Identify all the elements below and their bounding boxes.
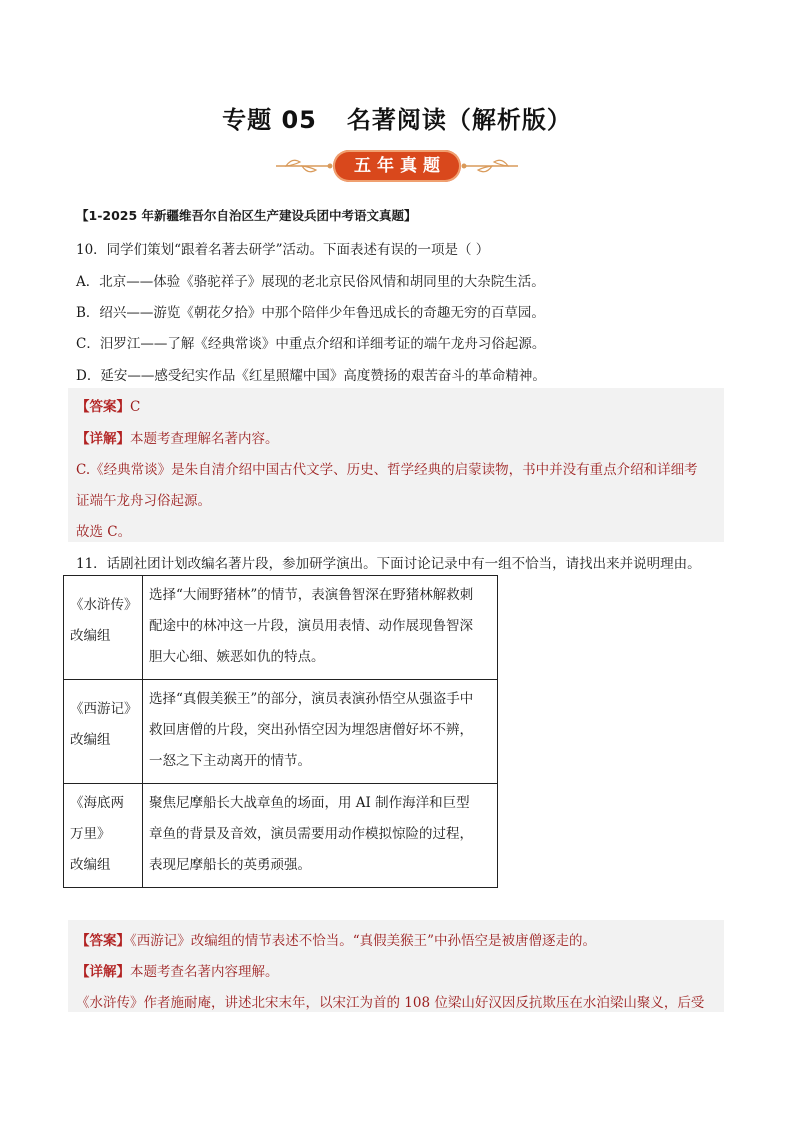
explain-11-line1: 《水浒传》作者施耐庵，讲述北宋末年，以宋江为首的 108 位梁山好汉因反抗欺压在水泊梁山聚义，后受: [76, 995, 705, 1011]
group-name: 《水浒传》 改编组: [64, 576, 143, 680]
section-banner: [272, 148, 522, 184]
detail-text: 本题考查理解名著内容。: [130, 431, 279, 447]
answer-11: [76, 929, 596, 949]
explain-10-line1: C.《经典常谈》是朱自清介绍中国古代文学、历史、哲学经典的启蒙读物，书中并没有重点介绍和详细考: [76, 462, 698, 478]
detail-10: [76, 427, 279, 447]
title-topic-number: 专题 05: [222, 106, 317, 134]
group-name: 《西游记》 改编组: [64, 680, 143, 784]
question-11-stem: 11．话剧社团计划改编名著片段，参加研学演出。下面讨论记录中有一组不恰当，请找出来并说明理由。: [76, 556, 701, 572]
table-row: [64, 784, 498, 888]
option-d: D．延安——感受纪实作品《红星照耀中国》高度赞扬的艰苦奋斗的革命精神。: [76, 368, 546, 384]
page-title: [0, 100, 794, 135]
answer-tag: 【答案】: [76, 933, 130, 949]
group-name: 《海底两 万里》 改编组: [64, 784, 143, 888]
table-row: [64, 576, 498, 680]
title-topic-name: 名著阅读（解析版）: [346, 106, 572, 134]
group-description: 聚焦尼摩船长大战章鱼的场面，用 AI 制作海洋和巨型 章鱼的背景及音效，演员需要用动作模拟惊险的过程， 表现尼摩船长的英勇顽强。: [143, 784, 498, 888]
conclusion-10: 故选 C。: [76, 524, 132, 540]
group-description: 选择“大闹野猪林”的情节，表演鲁智深在野猪林解救刺 配途中的林冲这一片段，演员用表情、动作展现鲁智深 胆大心细、嫉恶如仇的特点。: [143, 576, 498, 680]
answer-tag: 【答案】: [76, 399, 130, 415]
detail-text: 本题考查名著内容理解。: [130, 964, 279, 980]
detail-tag: 【详解】: [76, 431, 130, 447]
answer-10: [76, 395, 140, 415]
question-10-stem: 10．同学们策划“跟着名著去研学”活动。下面表述有误的一项是（ ）: [76, 242, 490, 258]
answer-value: 《西游记》改编组的情节表述不恰当。“真假美猴王”中孙悟空是被唐僧逐走的。: [130, 933, 597, 949]
answer-value: C: [130, 399, 141, 415]
detail-11: [76, 960, 279, 980]
discussion-table: [63, 575, 498, 888]
banner-label: 五年真题: [333, 150, 461, 182]
group-description: 选择“真假美猴王”的部分，演员表演孙悟空从强盗手中 救回唐僧的片段，突出孙悟空因为埋怨唐僧好坏不辨， 一怒之下主动离开的情节。: [143, 680, 498, 784]
detail-tag: 【详解】: [76, 964, 130, 980]
section-header: 【1-2025 年新疆维吾尔自治区生产建设兵团中考语文真题】: [76, 208, 417, 223]
option-c: C．汨罗江——了解《经典常谈》中重点介绍和详细考证的端午龙舟习俗起源。: [76, 336, 546, 352]
option-b: B．绍兴——游览《朝花夕拾》中那个陪伴少年鲁迅成长的奇趣无穷的百草园。: [76, 305, 545, 321]
option-a: A．北京——体验《骆驼祥子》展现的老北京民俗风情和胡同里的大杂院生活。: [76, 274, 545, 290]
explain-10-line2: 证端午龙舟习俗起源。: [76, 493, 211, 509]
table-row: [64, 680, 498, 784]
